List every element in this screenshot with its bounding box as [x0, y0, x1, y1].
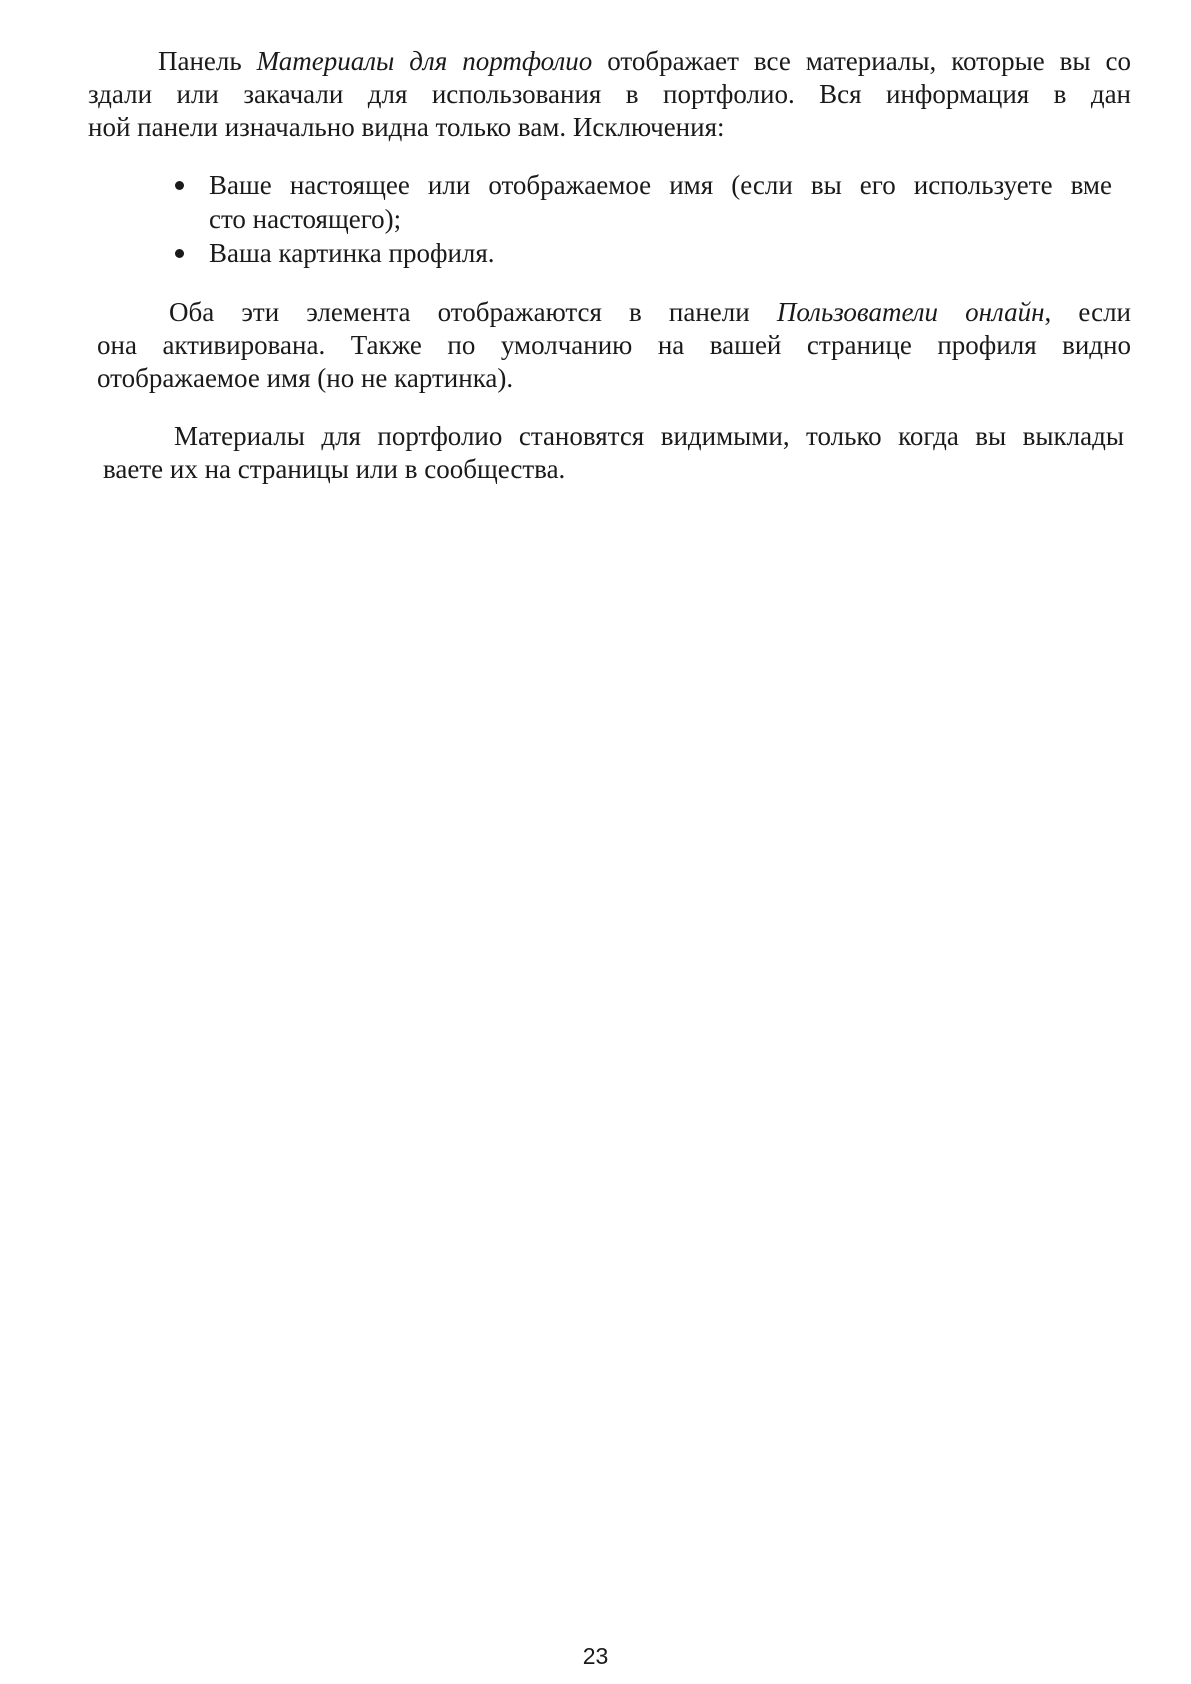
paragraph-3-line-1: Материалы для портфолио становятся видимыми, только когда вы выклады: [174, 421, 1124, 451]
paragraph-2-line-3: отображаемое имя (но не картинка).: [97, 363, 514, 393]
bullet-1-line-1: Ваше настоящее или отображаемое имя (если вы его используете вме: [209, 170, 1112, 200]
bullet-icon: [175, 249, 184, 258]
paragraph-2-text-start: Оба эти элемента отображаются в панели: [169, 297, 777, 327]
paragraph-1-text-end: отображает все материалы, которые вы со: [592, 46, 1131, 76]
paragraph-1-line-1: [158, 45, 1131, 77]
paragraph-1-line-3: ной панели изначально видна только вам. Исключения:: [88, 112, 725, 142]
bullet-1-line-2: сто настоящего);: [209, 204, 402, 234]
bullet-2-line-1: Ваша картинка профиля.: [209, 238, 495, 268]
panel-name-portfolio-materials: Материалы для портфолио: [256, 46, 593, 76]
paragraph-2-line-2: она активирована. Также по умолчанию на вашей странице профиля видно: [97, 330, 1131, 360]
panel-name-online-users: Пользователи онлайн: [776, 297, 1045, 327]
paragraph-2-line-1: [169, 296, 1131, 328]
paragraph-2-text-end: , если: [1044, 297, 1131, 327]
paragraph-3-line-2: ваете их на страницы или в сообщества.: [103, 454, 566, 484]
paragraph-1-line-2: здали или закачали для использования в портфолио. Вся информация в дан: [88, 79, 1131, 109]
page-number: 23: [582, 1643, 609, 1669]
bullet-icon: [175, 181, 184, 190]
paragraph-1-text-start: Панель: [158, 46, 257, 76]
